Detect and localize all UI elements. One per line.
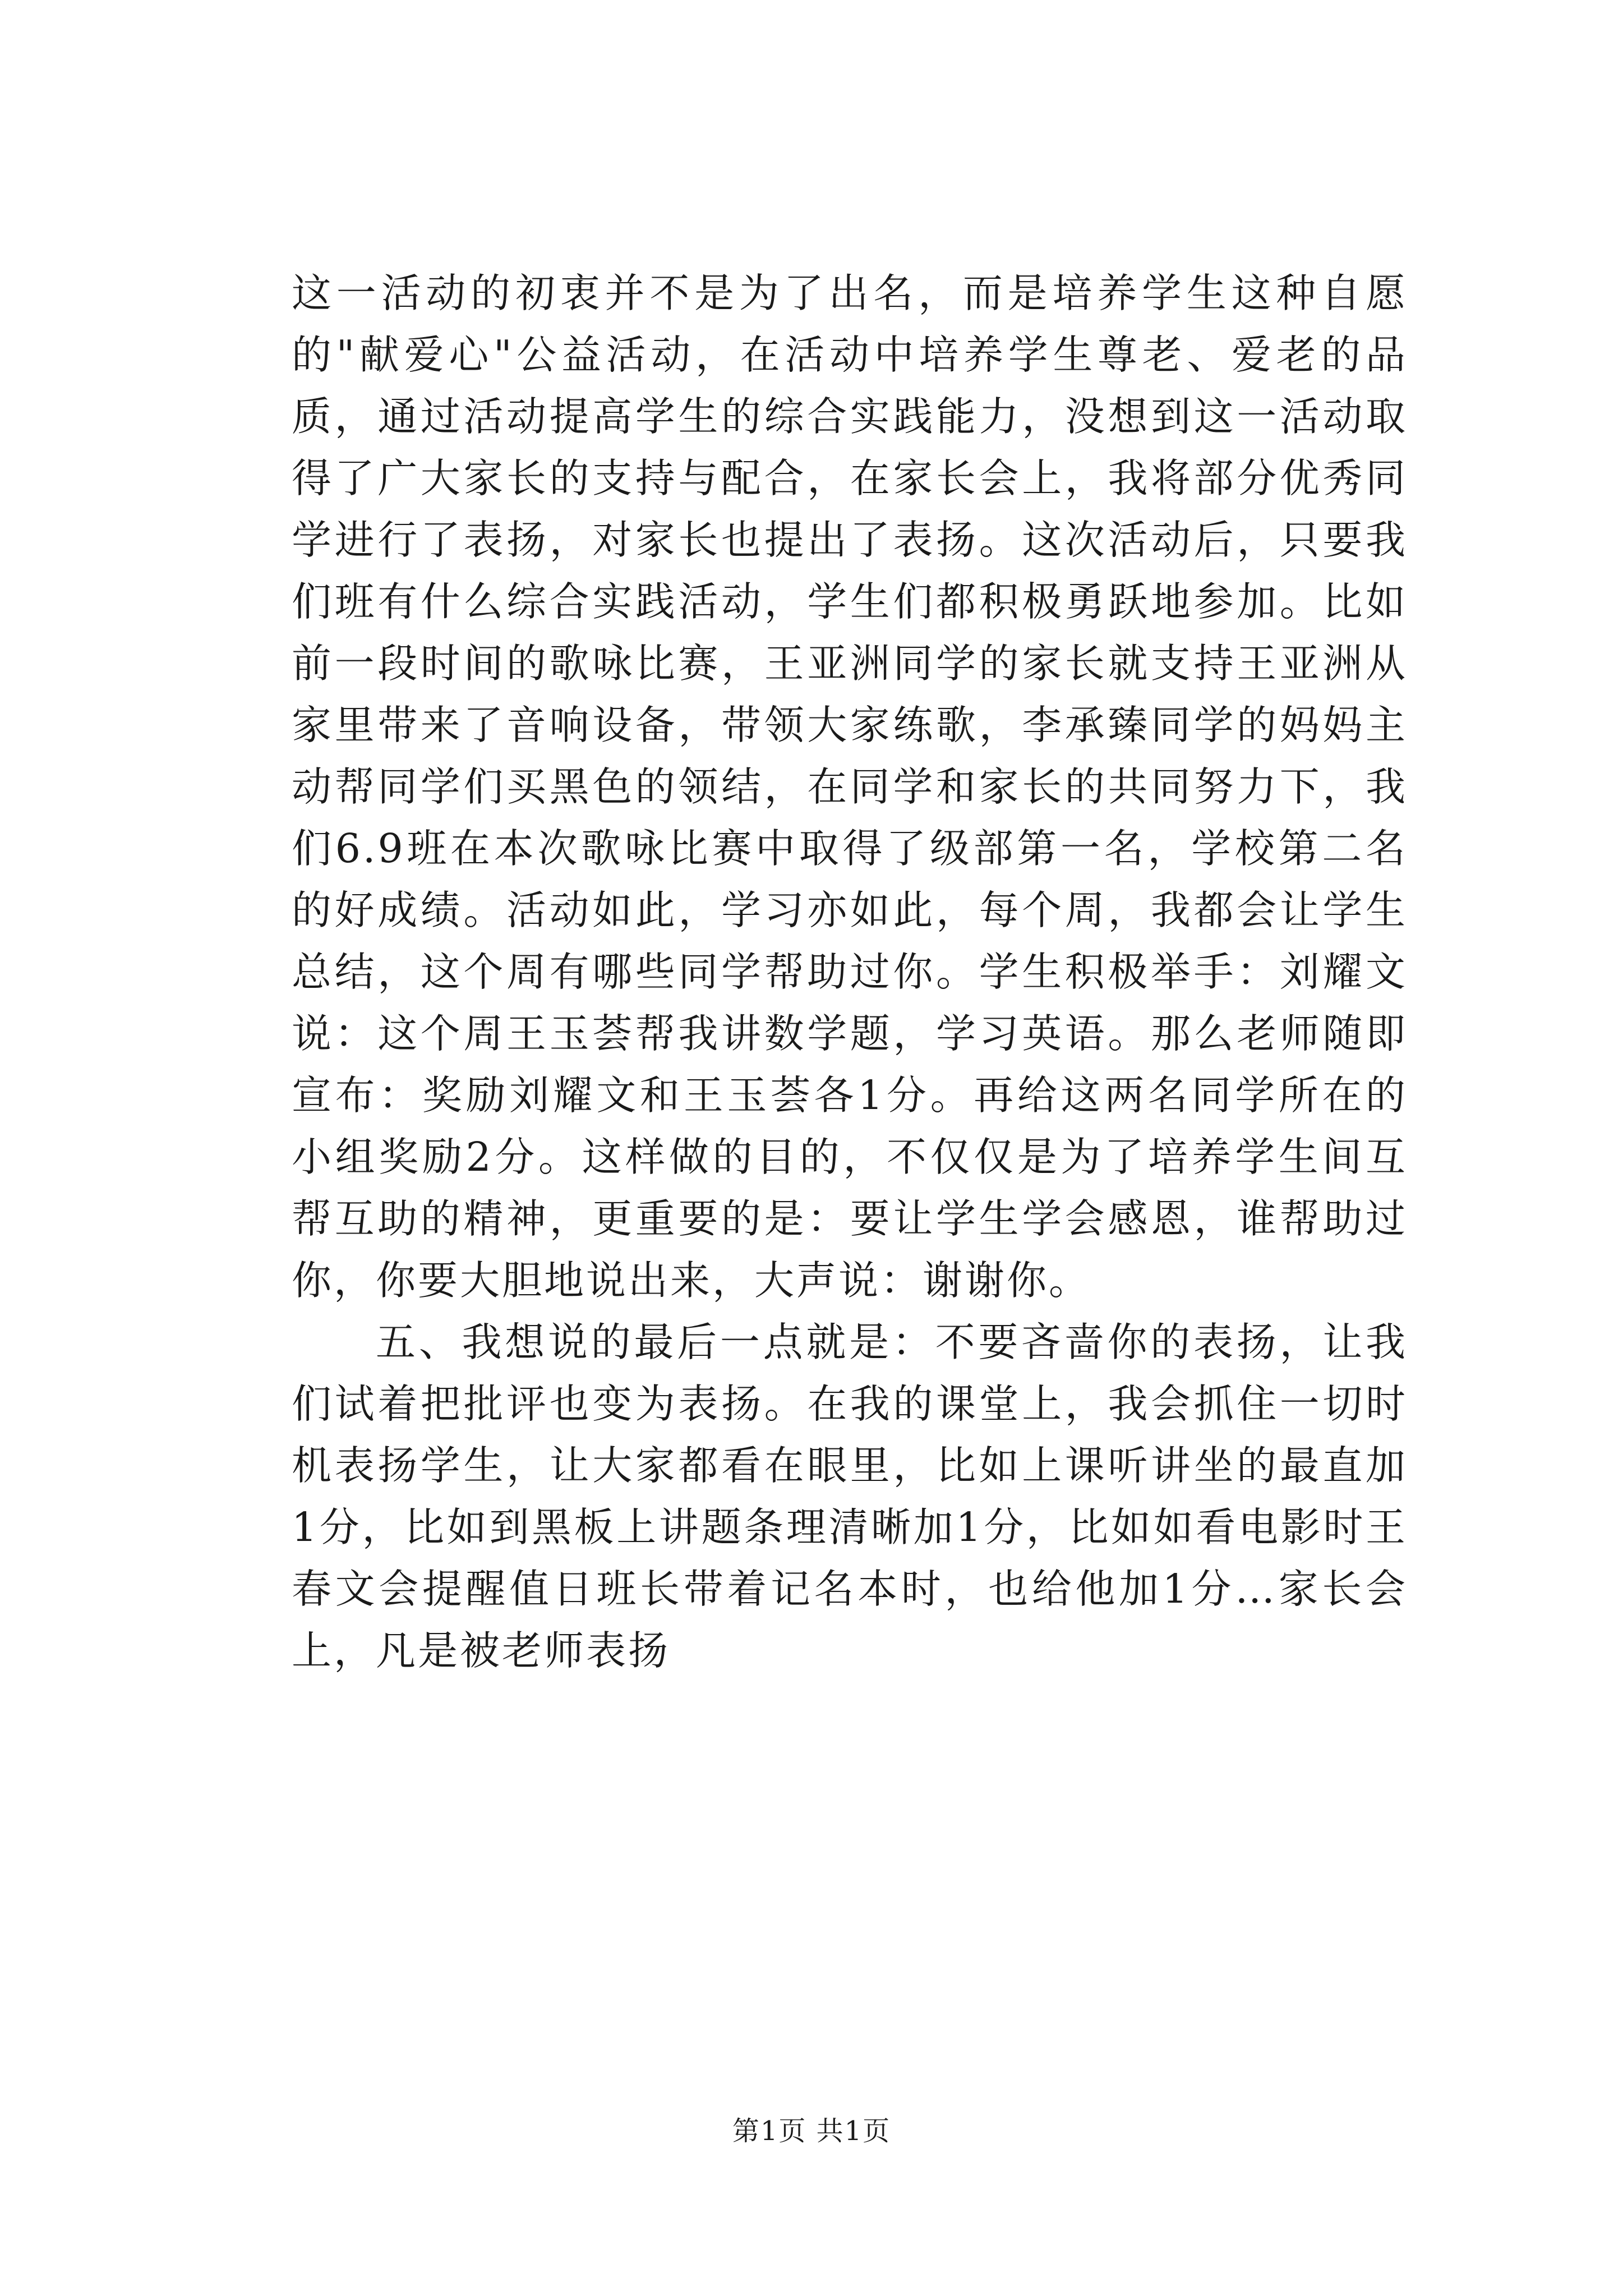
paragraph-1: 这一活动的初衷并不是为了出名，而是培养学生这种自愿的"献爱心"公益活动，在活动中培养学生尊老、爱老的品质，通过活动提高学生的综合实践能力，没想到这一活动取得了广大家长的支持与配合，在家长会上，我将部分优秀同学进行了表扬，对家长也提出了表扬。这次活动后，只要我们班有什么综合实践活动，学生们都积极勇跃地参加。比如前一段时间的歌咏比赛，王亚洲同学的家长就支持王亚洲从家里带来了音响设备，带领大家练歌，李承臻同学的妈妈主动帮同学们买黑色的领结，在同学和家长的共同努力下，我们6.9班在本次歌咏比赛中取得了级部第一名，学校第二名的好成绩。活动如此，学习亦如此，每个周，我都会让学生总结，这个周有哪些同学帮助过你。学生积极举手：刘耀文说：这个周王玉荟帮我讲数学题，学习英语。那么老师随即宣布：奖励刘耀文和王玉荟各1分。再给这两名同学所在的小组奖励2分。这样做的目的，不仅仅是为了培养学生间互帮互助的精神，更重要的是：要让学生学会感恩，谁帮助过你，你要大胆地说出来，大声说：谢谢你。	[292, 270, 1408, 1304]
page-footer: 第1页 共1页	[732, 2115, 891, 2147]
document-body	[292, 263, 1408, 1682]
paragraph-2: 五、我想说的最后一点就是：不要吝啬你的表扬，让我们试着把批评也变为表扬。在我的课堂上，我会抓住一切时机表扬学生，让大家都看在眼里，比如上课听讲坐的最直加1分，比如到黑板上讲题条理清晰加1分，比如如看电影时王春文会提醒值日班长带着记名本时，也给他加1分…家长会上，凡是被老师表扬	[292, 1319, 1408, 1674]
